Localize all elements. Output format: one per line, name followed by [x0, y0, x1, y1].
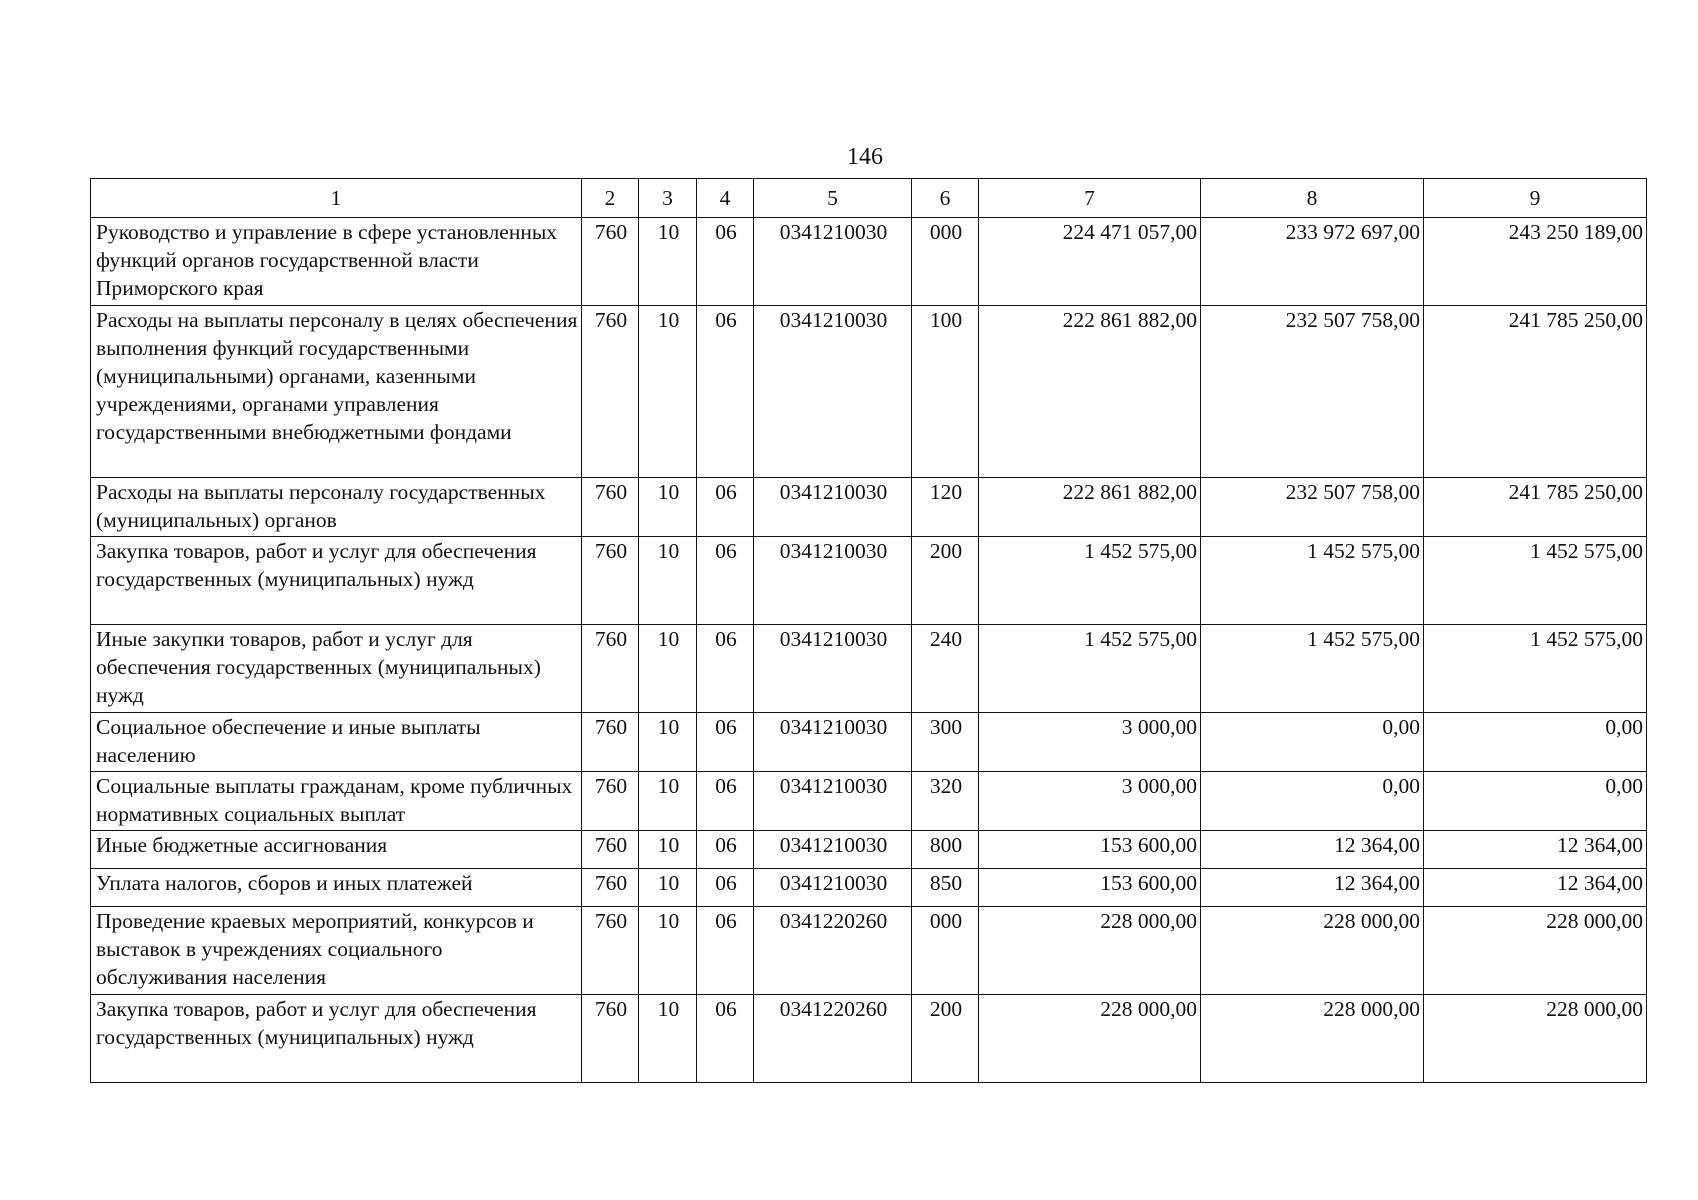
item-name: Иные закупки товаров, работ и услуг для обеспечения государственных (муниципальных) нужд	[91, 625, 582, 713]
amount-col-9: 1 452 575,00	[1424, 625, 1647, 713]
amount-col-7: 222 861 882,00	[979, 306, 1201, 478]
section-code: 10	[639, 869, 697, 907]
item-name: Руководство и управление в сфере установленных функций органов государственной власти Приморского края	[91, 218, 582, 306]
admin-code: 760	[582, 218, 639, 306]
amount-col-7: 228 000,00	[979, 995, 1201, 1083]
column-header-7: 7	[979, 179, 1201, 218]
table-row	[91, 995, 1647, 1083]
admin-code: 760	[582, 625, 639, 713]
amount-col-8: 232 507 758,00	[1201, 306, 1424, 478]
expense-type-code: 200	[912, 995, 979, 1083]
expense-type-code: 200	[912, 537, 979, 625]
amount-col-7: 153 600,00	[979, 831, 1201, 869]
admin-code: 760	[582, 478, 639, 537]
item-name: Уплата налогов, сборов и иных платежей	[91, 869, 582, 907]
item-name: Проведение краевых мероприятий, конкурсов и выставок в учреждениях социального обслуживания населения	[91, 907, 582, 995]
table-row	[91, 907, 1647, 995]
target-article-code: 0341220260	[754, 907, 912, 995]
amount-col-9: 241 785 250,00	[1424, 306, 1647, 478]
subsection-code: 06	[697, 713, 754, 772]
target-article-code: 0341210030	[754, 713, 912, 772]
amount-col-9: 228 000,00	[1424, 907, 1647, 995]
expense-type-code: 800	[912, 831, 979, 869]
target-article-code: 0341220260	[754, 995, 912, 1083]
amount-col-8: 232 507 758,00	[1201, 478, 1424, 537]
amount-col-8: 228 000,00	[1201, 995, 1424, 1083]
column-header-2: 2	[582, 179, 639, 218]
expense-type-code: 100	[912, 306, 979, 478]
amount-col-9: 228 000,00	[1424, 995, 1647, 1083]
table-row	[91, 218, 1647, 306]
target-article-code: 0341210030	[754, 869, 912, 907]
target-article-code: 0341210030	[754, 625, 912, 713]
target-article-code: 0341210030	[754, 537, 912, 625]
expense-type-code: 300	[912, 713, 979, 772]
section-code: 10	[639, 772, 697, 831]
amount-col-9: 12 364,00	[1424, 831, 1647, 869]
budget-table	[90, 178, 1647, 1083]
subsection-code: 06	[697, 772, 754, 831]
admin-code: 760	[582, 306, 639, 478]
amount-col-7: 228 000,00	[979, 907, 1201, 995]
table-row	[91, 625, 1647, 713]
amount-col-9: 12 364,00	[1424, 869, 1647, 907]
column-header-3: 3	[639, 179, 697, 218]
amount-col-7: 222 861 882,00	[979, 478, 1201, 537]
target-article-code: 0341210030	[754, 478, 912, 537]
admin-code: 760	[582, 713, 639, 772]
column-header-6: 6	[912, 179, 979, 218]
table-row	[91, 478, 1647, 537]
column-header-5: 5	[754, 179, 912, 218]
amount-col-8: 12 364,00	[1201, 831, 1424, 869]
admin-code: 760	[582, 995, 639, 1083]
column-header-9: 9	[1424, 179, 1647, 218]
section-code: 10	[639, 995, 697, 1083]
column-header-4: 4	[697, 179, 754, 218]
admin-code: 760	[582, 772, 639, 831]
amount-col-9: 241 785 250,00	[1424, 478, 1647, 537]
target-article-code: 0341210030	[754, 306, 912, 478]
target-article-code: 0341210030	[754, 772, 912, 831]
amount-col-7: 3 000,00	[979, 713, 1201, 772]
amount-col-7: 153 600,00	[979, 869, 1201, 907]
section-code: 10	[639, 625, 697, 713]
table-row	[91, 537, 1647, 625]
header-row	[91, 179, 1647, 218]
expense-type-code: 240	[912, 625, 979, 713]
amount-col-8: 0,00	[1201, 772, 1424, 831]
subsection-code: 06	[697, 907, 754, 995]
expense-type-code: 120	[912, 478, 979, 537]
amount-col-7: 3 000,00	[979, 772, 1201, 831]
amount-col-7: 1 452 575,00	[979, 625, 1201, 713]
expense-type-code: 000	[912, 907, 979, 995]
section-code: 10	[639, 478, 697, 537]
table-row	[91, 831, 1647, 869]
admin-code: 760	[582, 869, 639, 907]
amount-col-7: 224 471 057,00	[979, 218, 1201, 306]
subsection-code: 06	[697, 995, 754, 1083]
section-code: 10	[639, 537, 697, 625]
item-name: Расходы на выплаты персоналу в целях обеспечения выполнения функций государственными (муниципальными) органами, казенными учреждениями, органами управления государственными внебюджетными фондами	[91, 306, 582, 478]
subsection-code: 06	[697, 831, 754, 869]
item-name: Социальное обеспечение и иные выплаты населению	[91, 713, 582, 772]
target-article-code: 0341210030	[754, 218, 912, 306]
amount-col-9: 0,00	[1424, 772, 1647, 831]
admin-code: 760	[582, 831, 639, 869]
subsection-code: 06	[697, 306, 754, 478]
section-code: 10	[639, 831, 697, 869]
item-name: Социальные выплаты гражданам, кроме публичных нормативных социальных выплат	[91, 772, 582, 831]
subsection-code: 06	[697, 625, 754, 713]
amount-col-8: 233 972 697,00	[1201, 218, 1424, 306]
item-name: Иные бюджетные ассигнования	[91, 831, 582, 869]
column-header-8: 8	[1201, 179, 1424, 218]
amount-col-8: 0,00	[1201, 713, 1424, 772]
amount-col-8: 12 364,00	[1201, 869, 1424, 907]
expense-type-code: 000	[912, 218, 979, 306]
amount-col-8: 228 000,00	[1201, 907, 1424, 995]
subsection-code: 06	[697, 218, 754, 306]
target-article-code: 0341210030	[754, 831, 912, 869]
amount-col-9: 1 452 575,00	[1424, 537, 1647, 625]
table-row	[91, 869, 1647, 907]
table-row	[91, 713, 1647, 772]
item-name: Расходы на выплаты персоналу государственных (муниципальных) органов	[91, 478, 582, 537]
subsection-code: 06	[697, 869, 754, 907]
expense-type-code: 320	[912, 772, 979, 831]
amount-col-8: 1 452 575,00	[1201, 537, 1424, 625]
admin-code: 760	[582, 537, 639, 625]
subsection-code: 06	[697, 478, 754, 537]
section-code: 10	[639, 907, 697, 995]
section-code: 10	[639, 218, 697, 306]
subsection-code: 06	[697, 537, 754, 625]
admin-code: 760	[582, 907, 639, 995]
amount-col-7: 1 452 575,00	[979, 537, 1201, 625]
amount-col-9: 243 250 189,00	[1424, 218, 1647, 306]
section-code: 10	[639, 306, 697, 478]
amount-col-9: 0,00	[1424, 713, 1647, 772]
section-code: 10	[639, 713, 697, 772]
expense-type-code: 850	[912, 869, 979, 907]
column-header-1: 1	[91, 179, 582, 218]
table-row	[91, 306, 1647, 478]
page-number: 146	[847, 144, 883, 170]
item-name: Закупка товаров, работ и услуг для обеспечения государственных (муниципальных) нужд	[91, 537, 582, 625]
table-row	[91, 772, 1647, 831]
item-name: Закупка товаров, работ и услуг для обеспечения государственных (муниципальных) нужд	[91, 995, 582, 1083]
amount-col-8: 1 452 575,00	[1201, 625, 1424, 713]
